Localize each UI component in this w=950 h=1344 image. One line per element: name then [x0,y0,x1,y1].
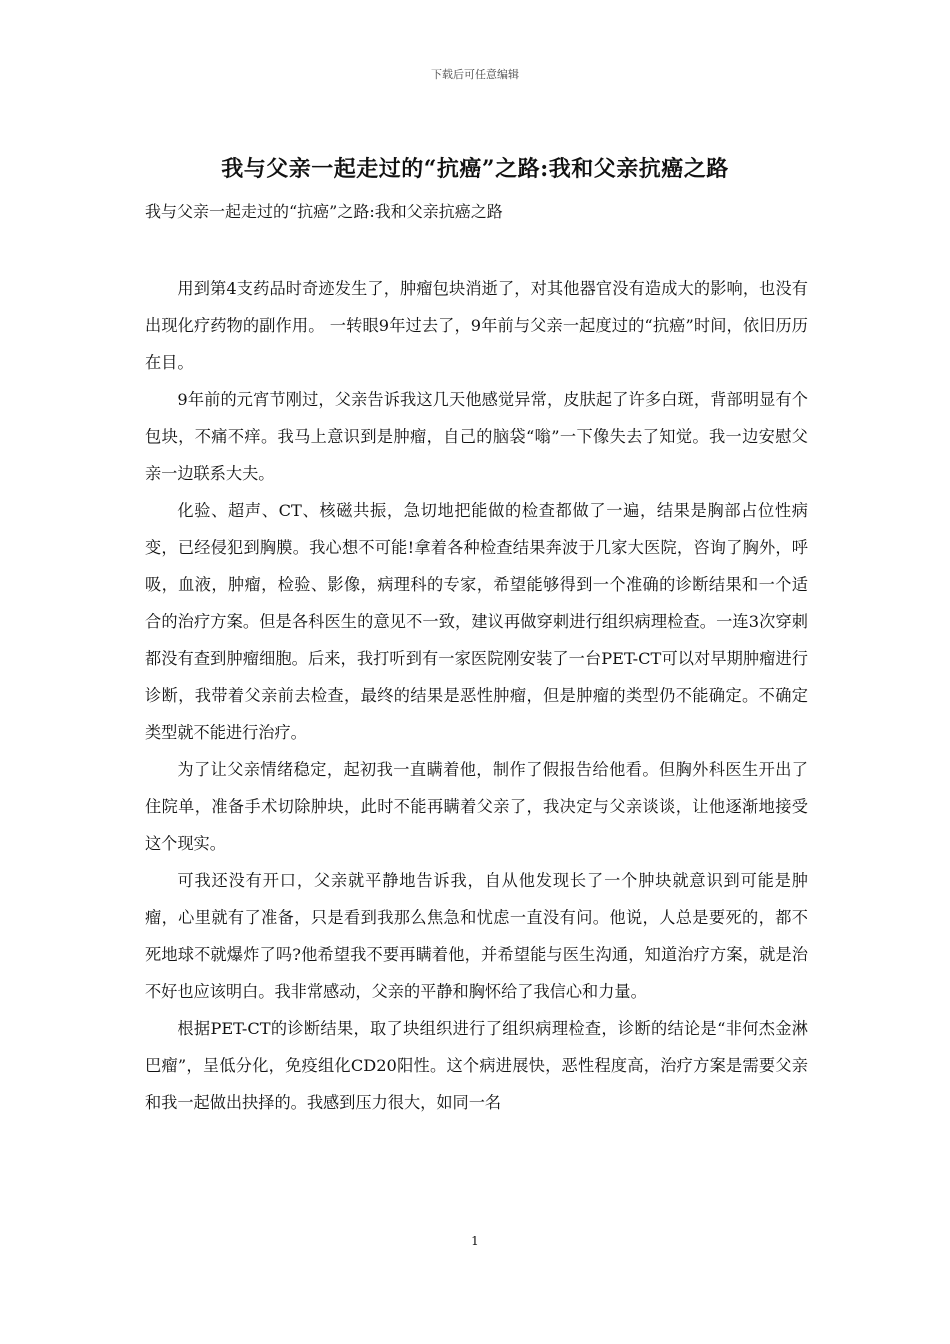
paragraph: 为了让父亲情绪稳定，起初我一直瞒着他，制作了假报告给他看。但胸外科医生开出了住院单，准备手术切除肿块，此时不能再瞒着父亲了，我决定与父亲谈谈，让他逐渐地接受这个现实。 [145,760,808,853]
paragraph: 9年前的元宵节刚过，父亲告诉我这几天他感觉异常，皮肤起了许多白斑，背部明显有个包块，不痛不痒。我马上意识到是肿瘤，自己的脑袋“嗡”一下像失去了知觉。我一边安慰父亲一边联系大夫。 [145,390,808,483]
document-body [145,270,808,1121]
page-header: 下载后可任意编辑 [431,68,519,81]
paragraph: 根据PET-CT的诊断结果，取了块组织进行了组织病理检查，诊断的结论是“非何杰金淋巴瘤”，呈低分化，免疫组化CD20阳性。这个病进展快，恶性程度高，治疗方案是需要父亲和我一起做出抉择的。我感到压力很大，如同一名 [145,1019,808,1112]
paragraph: 用到第4支药品时奇迹发生了，肿瘤包块消逝了，对其他器官没有造成大的影响，也没有出现化疗药物的副作用。 一转眼9年过去了，9年前与父亲一起度过的“抗癌”时间，依旧历历在目。 [145,279,808,372]
paragraph: 可我还没有开口，父亲就平静地告诉我，自从他发现长了一个肿块就意识到可能是肿瘤，心里就有了准备，只是看到我那么焦急和忧虑一直没有问。他说，人总是要死的，都不死地球不就爆炸了吗?他希望我不要再瞒着他，并希望能与医生沟通，知道治疗方案，就是治不好也应该明白。我非常感动，父亲的平静和胸怀给了我信心和力量。 [145,871,808,1001]
page-number: 1 [471,1234,479,1248]
document-subtitle: 我与父亲一起走过的“抗癌”之路:我和父亲抗癌之路 [145,202,503,221]
document-title: 我与父亲一起走过的“抗癌”之路:我和父亲抗癌之路 [221,156,729,182]
paragraph: 化验、超声、CT、核磁共振，急切地把能做的检查都做了一遍，结果是胸部占位性病变，已经侵犯到胸膜。我心想不可能!拿着各种检查结果奔波于几家大医院，咨询了胸外，呼吸，血液，肿瘤，检验、影像，病理科的专家，希望能够得到一个准确的诊断结果和一个适合的治疗方案。但是各科医生的意见不一致，建议再做穿刺进行组织病理检查。一连3次穿刺都没有查到肿瘤细胞。后来，我打听到有一家医院刚安装了一台PET-CT可以对早期肿瘤进行诊断，我带着父亲前去检查，最终的结果是恶性肿瘤，但是肿瘤的类型仍不能确定。不确定类型就不能进行治疗。 [145,501,808,742]
